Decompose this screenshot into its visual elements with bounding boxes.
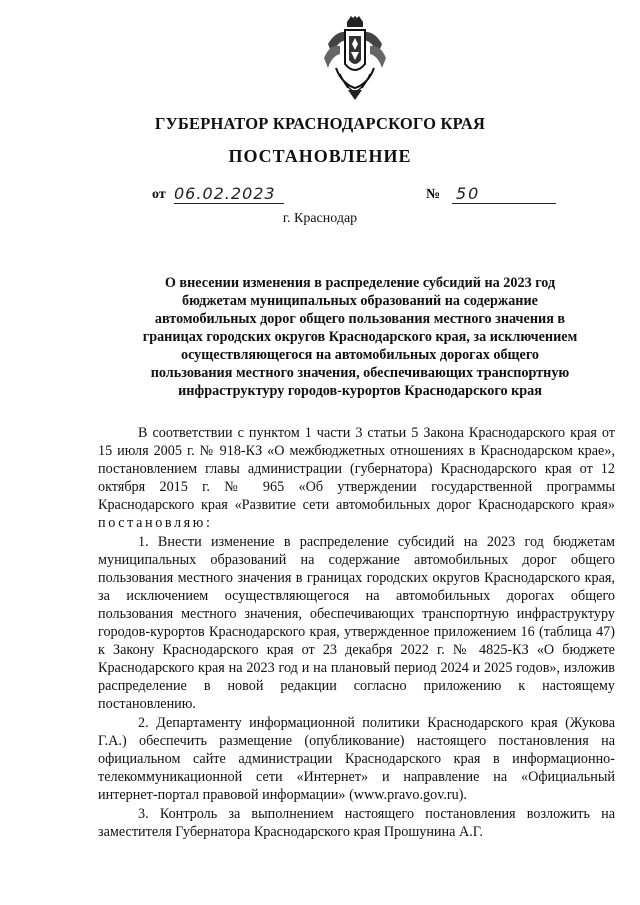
preamble-text: В соответствии с пунктом 1 части 3 статьи 5 Закона Краснодарского края от 15 июля 2005 г. № 918-КЗ «О межбюджетных отношениях в Краснодарском крае», постановлением главы администрации (губернатора) Краснодарского края от 12 октября 2015 г. № 965 «Об утверждении государственной программы Краснодарского края «Развитие сети автомобильных дорог Краснодарского края» [98,425,615,513]
date-value: 06.02.2023 [174,184,284,204]
preamble-paragraph [98,424,615,532]
item-2-paragraph: 2. Департаменту информационной политики Краснодарского края (Жукова Г.А.) обеспечить размещение (опубликование) настоящего постановления на официальном сайте администрации Краснодарского края в информационно-телекоммуникационной сети «Интернет» и направление на «Официальный интернет-портал правовой информации» (www.pravo.gov.ru). [98,715,615,803]
document-body [98,424,615,842]
number-prefix: № [426,187,441,202]
item-1-paragraph: 1. Внести изменение в распределение субсидий на 2023 год бюджетам муниципальных образований на содержание автомобильных дорог общего пользования местного значения в границах городских округов Краснодарского края, за исключением осуществляющегося на автомобильных дорогах общего пользования местного значения, обеспечивающих транспортную инфраструктуру городов-курортов Краснодарского края, утвержденное приложением 16 (таблица 47) к Закону Краснодарского края от 23 декабря 2022 г. № 4825-КЗ «О бюджете Краснодарского края на 2023 год и на плановый период 2024 и 2025 годов», изложив распределение в новой редакции согласно приложению к настоящему постановлению. [98,534,615,712]
number-value: 50 [452,184,556,204]
date-prefix: от [152,187,166,202]
coat-of-arms-icon [318,14,392,104]
item-3-paragraph: 3. Контроль за выполнением настоящего постановления возложить на заместителя Губернатора Краснодарского края Прошунина А.Г. [98,806,615,840]
decree-word: постановляю: [98,515,213,531]
date-number-line [0,184,640,208]
document-type: ПОСТАНОВЛЕНИЕ [228,146,412,166]
city: г. Краснодар [282,211,358,226]
org-title: ГУБЕРНАТОР КРАСНОДАРСКОГО КРАЯ [154,114,486,133]
document-title: О внесении изменения в распределение субсидий на 2023 год бюджетам муниципальных образований на содержание автомобильных дорог общего пользования местного значения в границах городских округов Краснодарского края, за исключением осуществляющегося на автомобильных дорогах общего пользования местного значения, обеспечивающих транспортную инфраструктуру городов-курортов Краснодарского края [142,275,578,399]
